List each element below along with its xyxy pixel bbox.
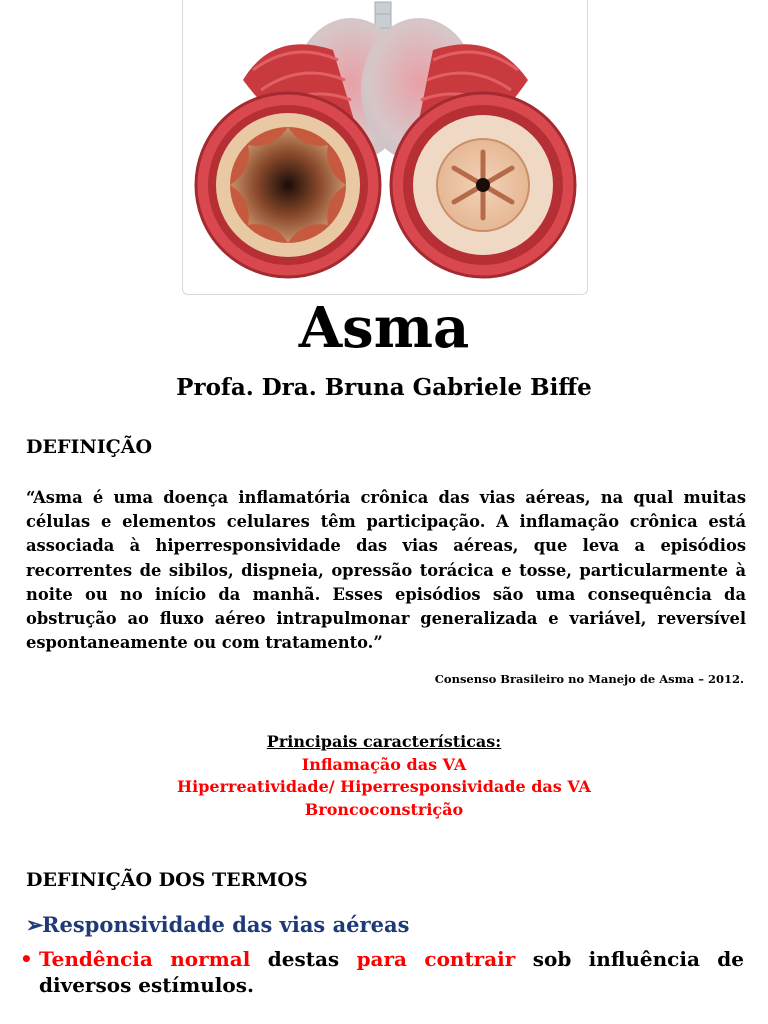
bullet-text-part: sob influência de <box>515 947 744 971</box>
bullet-line-1 <box>39 946 744 972</box>
highlight-normal-tendency: Tendência normal <box>39 947 251 971</box>
terms-heading: DEFINIÇÃO DOS TERMOS <box>26 869 308 891</box>
author-name: Profa. Dra. Bruna Gabriele Biffe <box>176 374 592 401</box>
bullet-line-2: diversos estímulos. <box>39 973 254 997</box>
characteristic-item: Hiperreatividade/ Hiperresponsividade das VA <box>177 777 591 796</box>
definition-heading: DEFINIÇÃO <box>26 436 153 458</box>
airway-illustration <box>182 0 588 295</box>
terms-subheading <box>26 911 409 939</box>
bullet-icon: • <box>20 947 33 971</box>
characteristics-block <box>0 731 768 821</box>
terms-bullet <box>20 946 744 998</box>
bullet-text-part: destas <box>250 947 357 971</box>
definition-source: Consenso Brasileiro no Manejo de Asma – 2012. <box>434 672 744 686</box>
characteristic-item: Inflamação das VA <box>301 754 467 774</box>
page-title: Asma <box>298 295 470 361</box>
definition-quote: “Asma é uma doença inflamatória crônica das vias aéreas, na qual muitas células e elementos celulares têm participação. A inflamação crônica está associada à hiperresponsividade das vias aéreas, que leva a episódios recorrentes de sibilos, dispneia, opressão torácica e tosse, particularmente à noite ou no início da manhã. Esses episódios são uma consequência da obstrução ao fluxo aéreo intrapulmonar generalizada e variável, reversível espontaneamente ou com tratamento.” <box>26 488 746 653</box>
characteristic-item: Broncoconstrição <box>304 799 464 819</box>
characteristics-title: Principais características: <box>266 732 502 751</box>
arrow-bullet-icon: ➢ <box>26 912 44 937</box>
subheading-text: Responsividade das vias aéreas <box>42 912 410 937</box>
highlight-contract: para contrair <box>356 947 516 971</box>
